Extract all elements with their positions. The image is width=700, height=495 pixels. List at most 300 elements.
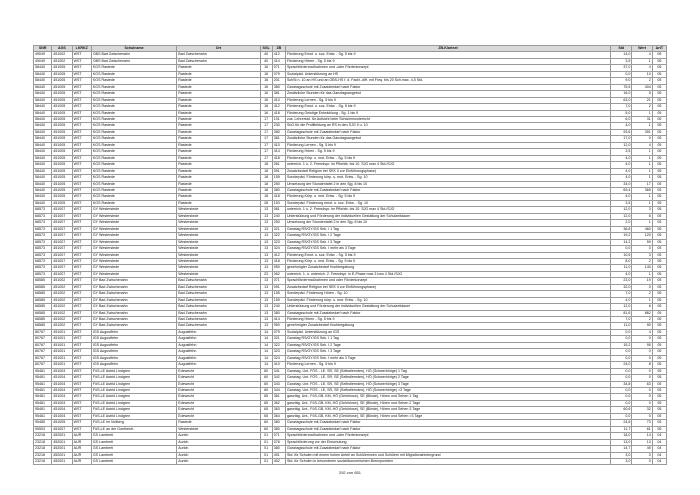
cell-ort: Bad Zwischenahn: [177, 323, 260, 329]
cell-ort: Rastede: [177, 420, 260, 426]
cell-zb-klartext: Unterstützung und Förderung der individuellen Gestaltung der Schulzeitdauer: [285, 304, 610, 310]
cell-ort: Rastede: [177, 71, 260, 77]
cell-lkrkz: WST: [72, 310, 91, 316]
cell-zb: 240: [272, 213, 285, 219]
cell-wert: 0: [632, 375, 652, 381]
cell-zb-klartext: ganztäg. Unt., FöS-GB, KM, HÖ (Gehörlose), SE (Blinde), Hören und Sehen >3 Tage: [285, 413, 610, 419]
report-table-container: [33, 45, 667, 465]
cell-ort: Aurich: [177, 459, 260, 465]
cell-ags: 451001: [52, 349, 72, 355]
cell-zb: 323: [272, 239, 285, 245]
cell-snr: 58440: [34, 200, 52, 206]
cell-lkrkz: WST: [72, 304, 91, 310]
cell-artt: 04: [652, 459, 666, 465]
cell-snr: 58440: [34, 123, 52, 129]
cell-ort: Rastede: [177, 116, 260, 122]
cell-schulname: KGS Rastede: [91, 129, 176, 135]
cell-wert: 3: [632, 252, 652, 258]
cell-std: 16,0: [611, 91, 632, 97]
cell-wert: 1: [632, 297, 652, 303]
cell-ort: Edewecht: [177, 407, 260, 413]
cell-schulname: FöS-LE Astrid Lindgren: [91, 375, 176, 381]
cell-schulname: KGS Rastede: [91, 65, 176, 71]
cell-ags: 451007: [52, 207, 72, 213]
cell-snr: 58440: [34, 104, 52, 110]
cell-wert: 17: [632, 181, 652, 187]
cell-snr: 80767: [34, 336, 52, 342]
cell-sgl: 01: [260, 452, 272, 458]
cell-snr: 58440: [34, 65, 52, 71]
cell-std: 7,0: [611, 104, 632, 110]
cell-lkrkz: WST: [72, 142, 91, 148]
cell-ort: Edewecht: [177, 400, 260, 406]
report-table: [33, 45, 667, 465]
cell-ort: Bad Zwischenahn: [177, 278, 260, 284]
cell-sgl: 60: [260, 381, 272, 387]
cell-ort: Bad Zwischenahn: [177, 310, 260, 316]
cell-sgl: 18: [260, 181, 272, 187]
cell-wert: 862: [632, 310, 652, 316]
cell-ort: Edewecht: [177, 388, 260, 394]
cell-sgl: 13: [260, 284, 272, 290]
cell-lkrkz: WST: [72, 278, 91, 284]
cell-zb: 380: [272, 310, 285, 316]
cell-snr: 68585: [34, 278, 52, 284]
cell-snr: 58440: [34, 116, 52, 122]
cell-lkrkz: WST: [72, 413, 91, 419]
cell-schulname: KGS Rastede: [91, 78, 176, 84]
cell-lkrkz: WST: [72, 58, 91, 64]
cell-ags: 451004: [52, 407, 72, 413]
cell-ort: Rastede: [177, 78, 260, 84]
cell-snr: 80767: [34, 362, 52, 368]
cell-artt: 05: [652, 175, 666, 181]
cell-zb-klartext: Ganztagsschule mit Zusatzbedarf nach Faktor: [285, 310, 610, 316]
cell-zb-klartext: Förderung Hören - Sg. 5 bis 9: [285, 149, 610, 155]
cell-zb-klartext: Ganztag RS/GY/GS Sek. I 2 Tage: [285, 342, 610, 348]
cell-lkrkz: WST: [72, 336, 91, 342]
cell-ags: 451005: [52, 78, 72, 84]
cell-artt: 05: [652, 233, 666, 239]
cell-lkrkz: WST: [72, 368, 91, 374]
cell-zb-klartext: Förderung Emot. u. soz. Entw. - Sg. 5 bis 9: [285, 52, 610, 58]
cell-snr: 68573: [34, 252, 52, 258]
cell-sgl: 13: [260, 258, 272, 264]
cell-snr: 68573: [34, 258, 52, 264]
cell-zb: 101: [272, 116, 285, 122]
cell-wert: 0: [632, 388, 652, 394]
cell-ags: 451004: [52, 394, 72, 400]
cell-lkrkz: AUR: [72, 439, 91, 445]
cell-zb: 414: [272, 317, 285, 323]
cell-std: 12,0: [611, 213, 632, 219]
cell-wert: 1: [632, 149, 652, 155]
cell-zb-klartext: genehmigter Zusatzbedarf Hochbegabung: [285, 265, 610, 271]
cell-wert: 13: [632, 439, 652, 445]
cell-schulname: GY Bad Zwischenahn: [91, 297, 176, 303]
cell-snr: 58440: [34, 129, 52, 135]
cell-std: 3,0: [611, 452, 632, 458]
cell-ags: 451002: [52, 52, 72, 58]
cell-artt: 05: [652, 226, 666, 232]
cell-snr: 80767: [34, 342, 52, 348]
cell-artt: 05: [652, 58, 666, 64]
cell-schulname: FöS-LE Astrid Lindgren: [91, 368, 176, 374]
cell-sgl: 13: [260, 278, 272, 284]
cell-snr: 95461: [34, 381, 52, 387]
cell-zb-klartext: Ganztagsschule mit Zusatzbedarf nach Faktor: [285, 420, 610, 426]
cell-ags: 451002: [52, 317, 72, 323]
cell-schulname: KGS Rastede: [91, 104, 176, 110]
cell-zb: 324: [272, 246, 285, 252]
cell-ags: 451004: [52, 400, 72, 406]
cell-lkrkz: WST: [72, 420, 91, 426]
cell-snr: 95503: [34, 426, 52, 432]
cell-lkrkz: WST: [72, 116, 91, 122]
cell-schulname: IGS Augustfehn: [91, 342, 176, 348]
cell-sgl: 13: [260, 213, 272, 219]
cell-wert: 4: [632, 142, 652, 148]
cell-wert: 365: [632, 187, 652, 193]
cell-ags: 451002: [52, 284, 72, 290]
cell-wert: 460: [632, 226, 652, 232]
cell-ort: Rastede: [177, 110, 260, 116]
cell-schulname: KGS Rastede: [91, 168, 176, 174]
cell-schulname: FöS-LE an der Goethestr.: [91, 426, 176, 432]
cell-zb-klartext: Ganztag. Unt. FÖS - LE, SR, SE (Selbstlernden), HÖ (Schwerhörige) 2 Tage: [285, 375, 610, 381]
cell-zb-klartext: Ganztagsschule mit Zusatzbedarf nach Faktor: [285, 426, 610, 432]
cell-sgl: 65: [260, 394, 272, 400]
cell-artt: 05: [652, 323, 666, 329]
cell-zb-klartext: Ganztagsschule mit Zusatzbedarf nach Faktor: [285, 129, 610, 135]
cell-zb: 079: [272, 71, 285, 77]
cell-lkrkz: AUR: [72, 433, 91, 439]
cell-ort: Rastede: [177, 200, 260, 206]
cell-sgl: 17: [260, 142, 272, 148]
cell-std: 37,0: [611, 65, 632, 71]
cell-zb-klartext: SüG für die Profilbildung an RS in den SJG 9 u. 10: [285, 123, 610, 129]
cell-ags: 451005: [52, 175, 72, 181]
cell-zb-klartext: ganztäg. Unt., FöS-GB, KM, HÖ (Gehörlose), SE (Blinde), Hören und Sehen 1 Tag: [285, 394, 610, 400]
cell-snr: 68585: [34, 317, 52, 323]
cell-sgl: 18: [260, 162, 272, 168]
cell-artt: 05: [652, 342, 666, 348]
cell-zb-klartext: Sonderpäd. Förderung körp. u. mot. Entw. - Sg. 10: [285, 175, 610, 181]
cell-wert: 0: [632, 336, 652, 342]
cell-zb: 418: [272, 258, 285, 264]
cell-wert: 0: [632, 246, 652, 252]
cell-schulname: GS Lamberti: [91, 446, 176, 452]
cell-zb-klartext: unterrich. 1 u. 2. Fremdspr. im Pflichtb. bis 10. SJG max 4 Std./SJG: [285, 207, 610, 213]
cell-zb-klartext: Förderung Lernen - Sg. 5 bis 9: [285, 97, 610, 103]
cell-zb-klartext: Sprachfördermaßnahmen und -oder Förderkonzept: [285, 433, 610, 439]
cell-wert: 3: [632, 207, 652, 213]
cell-ags: 451004: [52, 375, 72, 381]
cell-zb-klartext: ganztäg. Unt., FöS-GB, KM, HÖ (Gehörlose), SE (Blinde), Hören und Sehen 3 Tage: [285, 407, 610, 413]
cell-ags: 451002: [52, 297, 72, 303]
cell-std: 2,0: [611, 220, 632, 226]
cell-ags: 451001: [52, 355, 72, 361]
cell-ort: Rastede: [177, 129, 260, 135]
cell-sgl: 01: [260, 439, 272, 445]
col-header-schulname: Schulname: [91, 46, 176, 52]
cell-ags: 451005: [52, 136, 72, 142]
cell-std: 4,0: [611, 162, 632, 168]
cell-snr: 95461: [34, 368, 52, 374]
cell-sgl: 28: [260, 200, 272, 206]
cell-artt: 05: [652, 375, 666, 381]
cell-artt: 05: [652, 84, 666, 90]
cell-ort: Bad Zwischenahn: [177, 52, 260, 58]
cell-lkrkz: WST: [72, 136, 91, 142]
cell-ags: 451007: [52, 258, 72, 264]
cell-zb-klartext: Förderung Hören - Sg. 5 bis 9: [285, 58, 610, 64]
cell-wert: 95: [632, 342, 652, 348]
cell-zb-klartext: Förderung Emot. u. soz. Entw. - Sg. 5 bis 9: [285, 252, 610, 258]
cell-snr: 58440: [34, 78, 52, 84]
cell-wert: 1: [632, 175, 652, 181]
cell-std: 12,0: [611, 207, 632, 213]
cell-lkrkz: WST: [72, 388, 91, 394]
cell-zb: 250: [272, 181, 285, 187]
cell-artt: 05: [652, 271, 666, 277]
cell-ags: 451005: [52, 168, 72, 174]
cell-schulname: KGS Rastede: [91, 149, 176, 155]
cell-schulname: GY Westerstede: [91, 213, 176, 219]
cell-ort: Westerstede: [177, 271, 260, 277]
cell-lkrkz: WST: [72, 381, 91, 387]
cell-lkrkz: WST: [72, 233, 91, 239]
cell-artt: 05: [652, 155, 666, 161]
cell-lkrkz: WST: [72, 349, 91, 355]
cell-lkrkz: WST: [72, 355, 91, 361]
cell-ags: 451001: [52, 342, 72, 348]
cell-lkrkz: WST: [72, 175, 91, 181]
cell-zb: 322: [272, 342, 285, 348]
cell-ort: Aurich: [177, 446, 260, 452]
cell-zb: 342: [272, 375, 285, 381]
cell-lkrkz: WST: [72, 91, 91, 97]
cell-artt: 04: [652, 439, 666, 445]
cell-ags: 451004: [52, 381, 72, 387]
cell-zb: 153: [272, 200, 285, 206]
cell-wert: 73: [632, 420, 652, 426]
cell-sgl: 01: [260, 433, 272, 439]
cell-wert: 4: [632, 65, 652, 71]
cell-zb: 344: [272, 388, 285, 394]
cell-wert: 1: [632, 271, 652, 277]
cell-snr: 58440: [34, 97, 52, 103]
cell-artt: 05: [652, 381, 666, 387]
cell-std: 69,4: [611, 187, 632, 193]
cell-ort: Bad Zwischenahn: [177, 297, 260, 303]
cell-ort: Rastede: [177, 97, 260, 103]
cell-wert: 1: [632, 162, 652, 168]
cell-sgl: 18: [260, 175, 272, 181]
cell-sgl: 18: [260, 194, 272, 200]
cell-wert: 120: [632, 233, 652, 239]
cell-artt: 05: [652, 91, 666, 97]
cell-artt: 05: [652, 310, 666, 316]
cell-schulname: KGS Rastede: [91, 91, 176, 97]
cell-wert: 6: [632, 213, 652, 219]
cell-schulname: GY Westerstede: [91, 265, 176, 271]
cell-schulname: FöS-LE Astrid Lindgren: [91, 388, 176, 394]
cell-zb-klartext: Ganztag RS/GY/GS Sek. I 1 Tag: [285, 336, 610, 342]
cell-ags: 452001: [52, 433, 72, 439]
cell-std: 15,2: [611, 342, 632, 348]
cell-schulname: KGS Rastede: [91, 194, 176, 200]
cell-zb-klartext: genehmigter Zusatzbedarf Hochbegabung: [285, 323, 610, 329]
cell-schulname: KGS Rastede: [91, 84, 176, 90]
cell-sgl: 13: [260, 291, 272, 297]
cell-wert: 404: [632, 84, 652, 90]
cell-wert: 32: [632, 407, 652, 413]
cell-schulname: KGS Rastede: [91, 110, 176, 116]
cell-artt: 05: [652, 426, 666, 432]
cell-lkrkz: WST: [72, 71, 91, 77]
cell-schulname: GY Bad Zwischenahn: [91, 323, 176, 329]
cell-zb: 401: [272, 452, 285, 458]
cell-lkrkz: WST: [72, 239, 91, 245]
cell-artt: 05: [652, 194, 666, 200]
cell-zb-klartext: Std. für Schulen in besonderen sozialökonomischen Brennpunkten: [285, 459, 610, 465]
cell-ort: Bad Zwischenahn: [177, 304, 260, 310]
cell-zb: 322: [272, 233, 285, 239]
cell-artt: 05: [652, 207, 666, 213]
cell-ags: 451002: [52, 323, 72, 329]
cell-ort: Westerstede: [177, 207, 260, 213]
cell-wert: 1: [632, 123, 652, 129]
cell-wert: 5: [632, 91, 652, 97]
cell-snr: 68573: [34, 233, 52, 239]
cell-sgl: 16: [260, 91, 272, 97]
cell-ags: 451005: [52, 110, 72, 116]
cell-std: 4,0: [611, 168, 632, 174]
cell-std: 14,2: [611, 239, 632, 245]
cell-artt: 05: [652, 168, 666, 174]
cell-std: 93,6: [611, 129, 632, 135]
cell-snr: 68573: [34, 220, 52, 226]
cell-schulname: GY Westerstede: [91, 233, 176, 239]
cell-sgl: 16: [260, 97, 272, 103]
cell-schulname: KGS Rastede: [91, 200, 176, 206]
cell-ort: Edewecht: [177, 381, 260, 387]
cell-sgl: 13: [260, 265, 272, 271]
cell-wert: 8: [632, 362, 652, 368]
cell-artt: 05: [652, 349, 666, 355]
cell-schulname: KGS Rastede: [91, 71, 176, 77]
cell-zb: 240: [272, 304, 285, 310]
cell-std: 0,0: [611, 413, 632, 419]
cell-lkrkz: WST: [72, 297, 91, 303]
cell-sgl: 17: [260, 123, 272, 129]
cell-lkrkz: AUR: [72, 459, 91, 465]
cell-zb: 321: [272, 226, 285, 232]
cell-std: 13,0: [611, 439, 632, 445]
cell-artt: 05: [652, 284, 666, 290]
cell-zb: 364: [272, 413, 285, 419]
cell-snr: 58440: [34, 142, 52, 148]
cell-zb: 412: [272, 252, 285, 258]
cell-snr: 58440: [34, 149, 52, 155]
cell-sgl: 16: [260, 65, 272, 71]
cell-ags: 451007: [52, 252, 72, 258]
cell-ags: 451007: [52, 226, 72, 232]
cell-std: 60,6: [611, 407, 632, 413]
cell-snr: 80767: [34, 349, 52, 355]
cell-snr: 58440: [34, 194, 52, 200]
cell-snr: 49049: [34, 58, 52, 64]
cell-artt: 05: [652, 362, 666, 368]
cell-ort: Westerstede: [177, 213, 260, 219]
cell-snr: 80767: [34, 355, 52, 361]
cell-wert: 140: [632, 265, 652, 271]
cell-std: 24,8: [611, 420, 632, 426]
cell-zb: 062: [272, 271, 285, 277]
cell-zb: 071: [272, 278, 285, 284]
cell-schulname: GY Westerstede: [91, 271, 176, 277]
cell-snr: 58440: [34, 136, 52, 142]
cell-std: 10,5: [611, 252, 632, 258]
cell-zb: 323: [272, 349, 285, 355]
cell-zb: 412: [272, 52, 285, 58]
cell-ort: Rastede: [177, 168, 260, 174]
cell-ags: 451007: [52, 233, 72, 239]
cell-schulname: KGS Rastede: [91, 142, 176, 148]
cell-wert: 1: [632, 168, 652, 174]
cell-ags: 451005: [52, 91, 72, 97]
cell-snr: 23218: [34, 446, 52, 452]
cell-zb: 079: [272, 329, 285, 335]
cell-ort: Rastede: [177, 91, 260, 97]
cell-zb: 076: [272, 439, 285, 445]
cell-lkrkz: WST: [72, 317, 91, 323]
cell-snr: 68585: [34, 291, 52, 297]
cell-std: 23,0: [611, 278, 632, 284]
cell-ort: Aurich: [177, 452, 260, 458]
cell-std: 34,8: [611, 381, 632, 387]
cell-lkrkz: WST: [72, 187, 91, 193]
cell-snr: 95461: [34, 400, 52, 406]
cell-lkrkz: WST: [72, 97, 91, 103]
cell-std: 11,0: [611, 323, 632, 329]
cell-ort: Rastede: [177, 194, 260, 200]
cell-wert: 0: [632, 452, 652, 458]
cell-wert: 1: [632, 155, 652, 161]
cell-artt: 05: [652, 71, 666, 77]
cell-ags: 451005: [52, 104, 72, 110]
cell-ags: 451005: [52, 162, 72, 168]
cell-zb: 362: [272, 400, 285, 406]
cell-ags: 451007: [52, 220, 72, 226]
cell-wert: 1: [632, 220, 652, 226]
cell-std: 4,0: [611, 175, 632, 181]
cell-sgl: 01: [260, 459, 272, 465]
cell-schulname: KGS Rastede: [91, 181, 176, 187]
cell-lkrkz: WST: [72, 400, 91, 406]
cell-ags: 451001: [52, 336, 72, 342]
col-header-snr: SNR: [34, 46, 52, 52]
cell-zb: 414: [272, 58, 285, 64]
cell-zb: 402: [272, 459, 285, 465]
cell-snr: 95461: [34, 413, 52, 419]
cell-ags: 451005: [52, 155, 72, 161]
cell-snr: 95485: [34, 420, 52, 426]
cell-zb-klartext: Ganztag. Unt. FÖS - LE, SR, SE (Selbstlernden), HÖ (Schwerhörige) 3 Tage: [285, 381, 610, 387]
cell-snr: 58440: [34, 71, 52, 77]
cell-schulname: KGS Rastede: [91, 123, 176, 129]
